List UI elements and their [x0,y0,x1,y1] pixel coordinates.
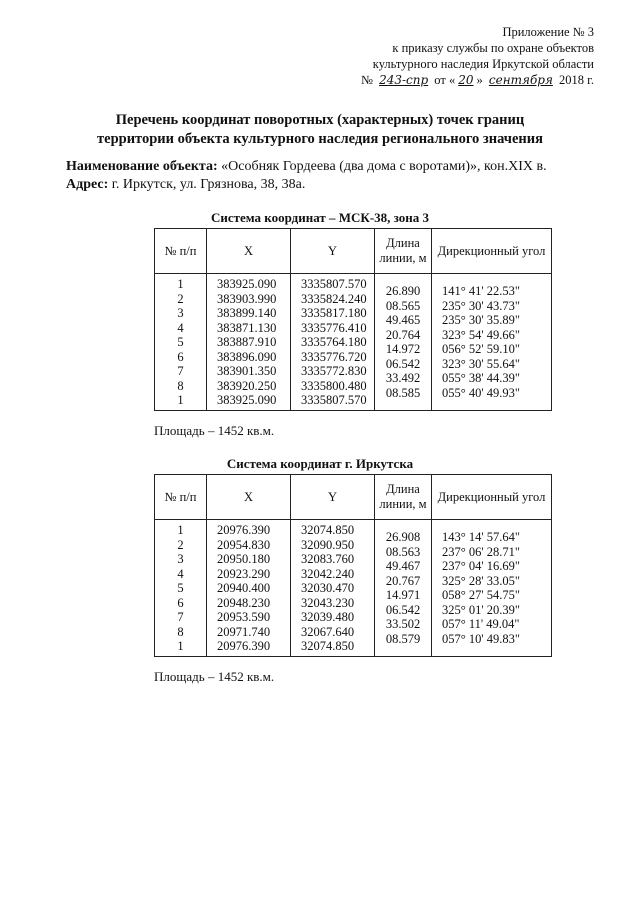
header-y: Y [291,475,375,520]
object-address-value: г. Иркутск, ул. Грязнова, 38, 38а. [111,177,306,192]
table-cell-value: 32074.850 [301,639,355,653]
header-x: X [207,229,291,274]
table-cell-value: 323° 30' 55.64" [442,356,520,371]
table-cell-value: 4 [177,320,184,335]
y-coordinates-cell [291,274,375,411]
table-cell-value: 20971.740 [217,624,271,639]
table1-area: Площадь – 1452 кв.м. [154,423,275,438]
table-cell-value: 383887.910 [217,335,277,349]
table-cell-value: 7 [177,610,184,624]
table-cell-value: 6 [177,349,184,364]
table-cell-value: 26.890 [385,284,421,298]
table-cell-value: 1 [177,393,184,407]
table-cell-value: 8 [177,378,184,393]
table-cell-value: 1 [177,523,184,537]
table-cell-value: 26.908 [385,530,421,544]
coordinates-table-msk38 [154,228,552,411]
order-date-year: 2018 г. [559,73,594,87]
table-cell-value: 383896.090 [217,349,277,364]
point-numbers-cell [155,274,207,411]
table-cell-value: 055° 38' 44.39" [442,371,520,385]
header-num: № п/п [155,475,207,520]
table-cell-value: 06.542 [385,356,421,371]
order-date-mid: » [476,73,483,87]
table-cell-value: 20.764 [385,327,421,342]
table-cell-value: 20976.390 [217,523,271,537]
document-title-line1: Перечень координат поворотных (характерных) точек границ [115,112,525,128]
object-address-label: Адрес: [66,177,109,192]
line-lengths-cell [375,274,432,411]
table-cell-value: 33.502 [385,617,421,631]
table-cell-value: 235° 30' 35.89" [442,313,520,327]
order-date-day: 20 [458,73,474,87]
table-cell-value: 08.579 [385,631,421,646]
appendix-header [294,24,594,88]
table2-area: Площадь – 1452 кв.м. [154,669,275,684]
table-cell-value: 3335817.180 [301,306,367,320]
object-address [66,176,606,194]
table-cell-value: 3335764.180 [301,335,367,349]
table-cell-value: 33.492 [385,371,421,385]
header-length: Длина линии, м [375,475,432,520]
table-cell-value: 4 [177,566,184,581]
header-angle: Дирекционный угол [432,229,552,274]
table-cell-value: 383901.350 [217,364,277,378]
table-cell-value: 49.467 [385,559,421,573]
table-cell-value: 3 [177,306,184,320]
table-cell-value: 32030.470 [301,581,355,595]
table-cell-value: 08.565 [385,298,421,313]
table-cell-value: 08.585 [385,385,421,400]
table-cell-value: 32074.850 [301,523,355,537]
table-cell-value: 057° 11' 49.04" [442,617,520,631]
table-cell-value: 3335807.570 [301,393,367,407]
table-cell-value: 058° 27' 54.75" [442,588,520,602]
order-date-from: от « [434,73,456,87]
table-cell-value: 5 [177,581,184,595]
table-cell-value: 2 [177,537,184,552]
table-cell-value: 237° 04' 16.69" [442,559,520,573]
table-cell-value: 383899.140 [217,306,277,320]
table-cell-value: 06.542 [385,602,421,617]
header-x: X [207,475,291,520]
table-cell-value: 3335824.240 [301,291,367,306]
table-cell-value: 20954.830 [217,537,271,552]
table-cell-value: 1 [177,639,184,653]
table-cell-value: 20950.180 [217,552,271,566]
table1-title: Система координат – МСК-38, зона 3 [210,210,430,225]
table-header-row [155,475,552,520]
order-number-prefix: № [361,73,373,87]
table-cell-value: 143° 14' 57.64" [442,530,520,544]
header-length: Длина линии, м [375,229,432,274]
table-cell-value: 6 [177,595,184,610]
table-cell-value: 08.563 [385,544,421,559]
appendix-authority: культурного наследия Иркутской области [372,57,594,71]
table-cell-value: 7 [177,364,184,378]
line-lengths-cell [375,520,432,657]
table-cell-value: 323° 54' 49.66" [442,327,520,342]
table-cell-value: 383925.090 [217,393,277,407]
header-angle: Дирекционный угол [432,475,552,520]
order-date-month: сентября [488,73,553,87]
table-cell-value: 055° 40' 49.93" [442,385,520,400]
table-cell-value: 3 [177,552,184,566]
table-cell-value: 057° 10' 49.83" [442,631,520,646]
table-header-row [155,229,552,274]
order-number-date [294,72,594,88]
table-cell-value: 3335772.830 [301,364,367,378]
table-cell-value: 32090.950 [301,537,355,552]
table2-title: Система координат г. Иркутска [226,456,414,471]
table-cell-value: 20953.590 [217,610,271,624]
table-cell-value: 383903.990 [217,291,277,306]
table-cell-value: 20948.230 [217,595,271,610]
table-cell-value: 32083.760 [301,552,355,566]
order-number-handwritten: 243-спр [379,73,429,87]
table-cell-value: 3335807.570 [301,277,367,291]
table-cell-value: 14.971 [385,588,421,602]
direction-angles-cell [432,520,552,657]
header-num: № п/п [155,229,207,274]
table-cell-value: 325° 01' 20.39" [442,602,520,617]
document-title [0,111,640,149]
table-body-row [155,274,552,411]
table-cell-value: 32067.640 [301,624,355,639]
table-body-row [155,520,552,657]
object-info [66,158,606,194]
x-coordinates-cell [207,520,291,657]
object-name-label: Наименование объекта: [66,159,218,174]
table-cell-value: 5 [177,335,184,349]
object-name-value: «Особняк Гордеева (два дома с воротами)», кон.XIX в. [221,159,547,174]
direction-angles-cell [432,274,552,411]
x-coordinates-cell [207,274,291,411]
document-title-line2: территории объекта культурного наследия регионального значения [97,131,543,147]
table-cell-value: 20923.290 [217,566,271,581]
object-name [66,158,606,176]
table-cell-value: 14.972 [385,342,421,356]
table-cell-value: 325° 28' 33.05" [442,573,520,588]
table-cell-value: 49.465 [385,313,421,327]
point-numbers-cell [155,520,207,657]
table-cell-value: 20940.400 [217,581,271,595]
table-cell-value: 1 [177,277,184,291]
table-cell-value: 141° 41' 22.53" [442,284,520,298]
appendix-number: Приложение № 3 [502,25,594,39]
table-cell-value: 383871.130 [217,320,277,335]
table-cell-value: 056° 52' 59.10" [442,342,520,356]
table-cell-value: 3335776.720 [301,349,367,364]
table-cell-value: 383925.090 [217,277,277,291]
appendix-order-ref: к приказу службы по охране объектов [392,41,594,55]
header-y: Y [291,229,375,274]
table-cell-value: 383920.250 [217,378,277,393]
table-cell-value: 20.767 [385,573,421,588]
table-cell-value: 20976.390 [217,639,271,653]
table-cell-value: 2 [177,291,184,306]
y-coordinates-cell [291,520,375,657]
table-cell-value: 3335800.480 [301,378,367,393]
table-cell-value: 235° 30' 43.73" [442,298,520,313]
table-cell-value: 32043.230 [301,595,355,610]
table-cell-value: 237° 06' 28.71" [442,544,520,559]
table-cell-value: 32042.240 [301,566,355,581]
table-cell-value: 32039.480 [301,610,355,624]
coordinates-table-irkutsk [154,474,552,657]
table-cell-value: 3335776.410 [301,320,367,335]
table-cell-value: 8 [177,624,184,639]
